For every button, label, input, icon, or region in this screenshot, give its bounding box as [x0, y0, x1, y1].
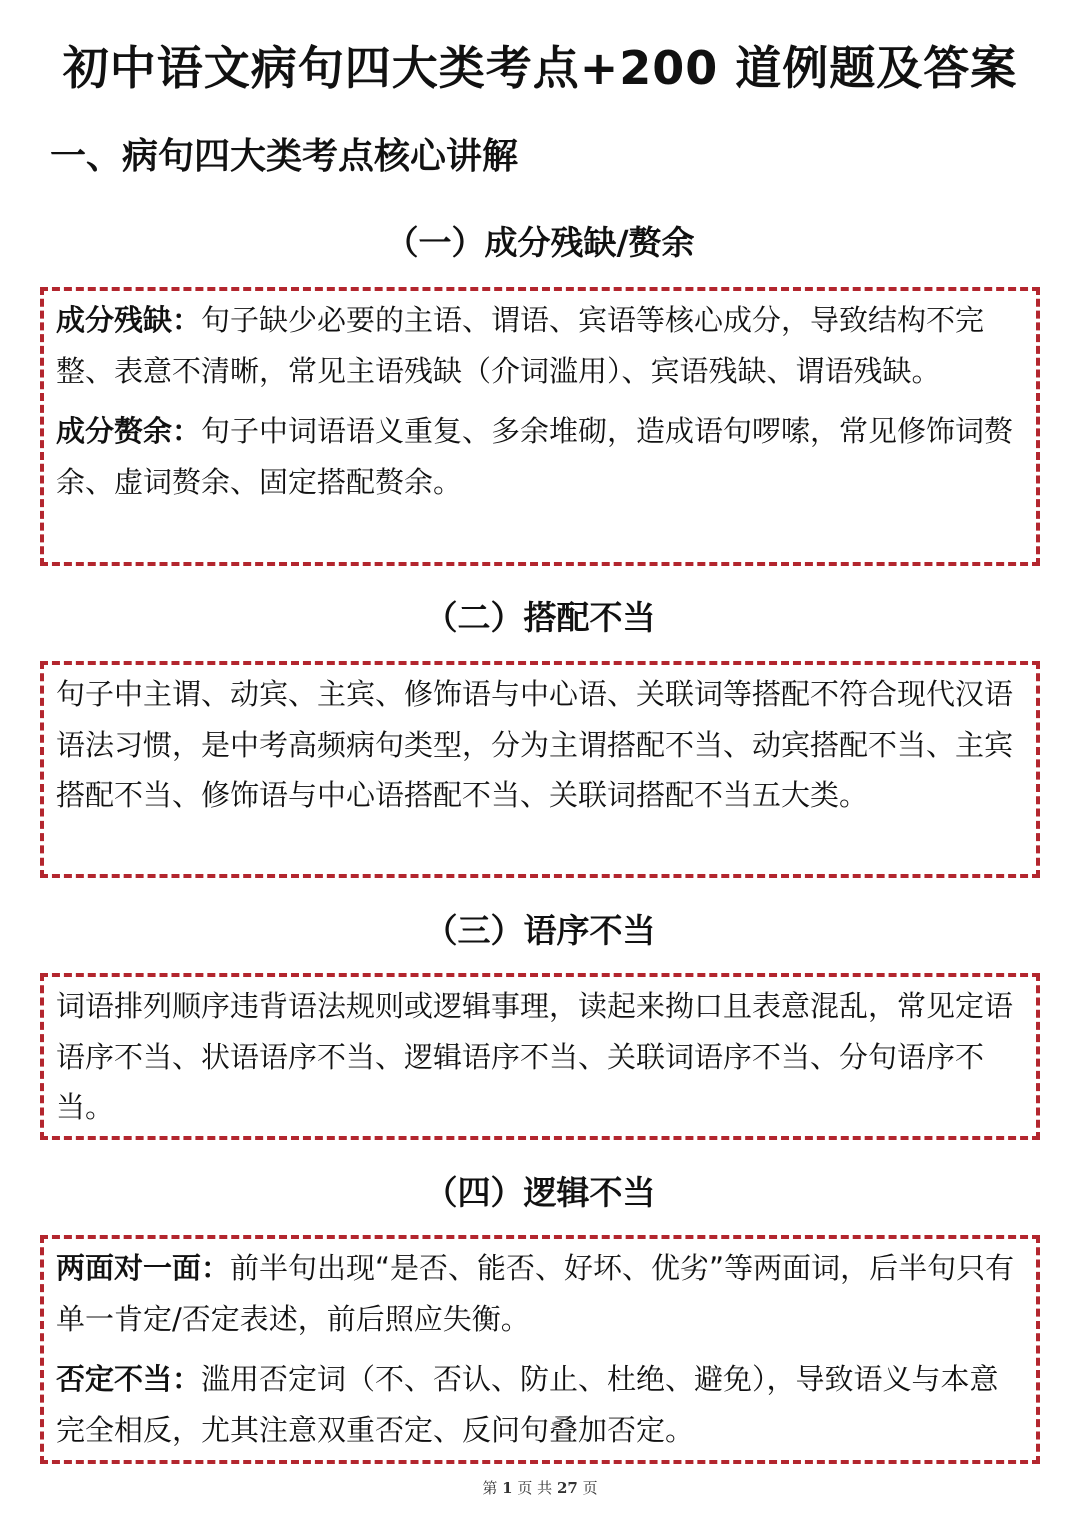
total-page-count: 27 — [556, 1479, 578, 1497]
current-page-number: 1 — [502, 1479, 513, 1497]
category-heading-2: （二）搭配不当 — [424, 598, 656, 637]
category-box-4 — [40, 1235, 1040, 1464]
category-description: 词语排列顺序违背语法规则或逻辑事理，读起来拗口且表意混乱，常见定语语序不当、状语语序不当、逻辑语序不当、关联词语序不当、分句语序不当。 — [56, 989, 1014, 1124]
footer-middle: 页 共 — [517, 1479, 553, 1497]
term-description: 前半句出现“是否、能否、好坏、优劣”等两面词，后半句只有单一肯定/否定表述，前后照应失衡。 — [56, 1251, 1015, 1336]
document-title: 初中语文病句四大类考点+200 道例题及答案 — [62, 41, 1018, 95]
section-heading: 一、病句四大类考点核心讲解 — [50, 136, 519, 177]
term-description: 滥用否定词（不、否认、防止、杜绝、避免），导致语义与本意完全相反，尤其注意双重否定、反问句叠加否定。 — [56, 1362, 999, 1447]
footer-suffix: 页 — [582, 1479, 598, 1497]
definition-entry — [56, 1243, 1022, 1344]
category-box-2 — [40, 661, 1040, 878]
footer-prefix: 第 — [482, 1479, 498, 1497]
category-heading-4: （四）逻辑不当 — [424, 1173, 656, 1212]
definition-entry — [56, 1354, 1022, 1455]
term-description: 句子缺少必要的主语、谓语、宾语等核心成分，导致结构不完整、表意不清晰，常见主语残缺（介词滥用）、宾语残缺、谓语残缺。 — [56, 303, 985, 388]
definition-entry — [56, 406, 1022, 507]
category-heading-1: （一）成分残缺/赘余 — [385, 223, 695, 262]
term-label: 成分赘余： — [56, 414, 202, 448]
term-label: 成分残缺： — [56, 303, 202, 337]
term-description: 句子中词语语义重复、多余堆砌，造成语句啰嗦，常见修饰词赘余、虚词赘余、固定搭配赘余。 — [56, 414, 1014, 499]
term-label: 否定不当： — [56, 1362, 202, 1396]
category-box-3 — [40, 973, 1040, 1140]
category-heading-3: （三）语序不当 — [424, 911, 656, 950]
category-description: 句子中主谓、动宾、主宾、修饰语与中心语、关联词等搭配不符合现代汉语语法习惯，是中考高频病句类型，分为主谓搭配不当、动宾搭配不当、主宾搭配不当、修饰语与中心语搭配不当、关联词搭配不当五大类。 — [56, 677, 1014, 812]
definition-entry — [56, 295, 1022, 396]
term-label: 两面对一面： — [56, 1251, 231, 1285]
page-footer — [0, 1477, 1080, 1499]
category-box-1 — [40, 287, 1040, 566]
